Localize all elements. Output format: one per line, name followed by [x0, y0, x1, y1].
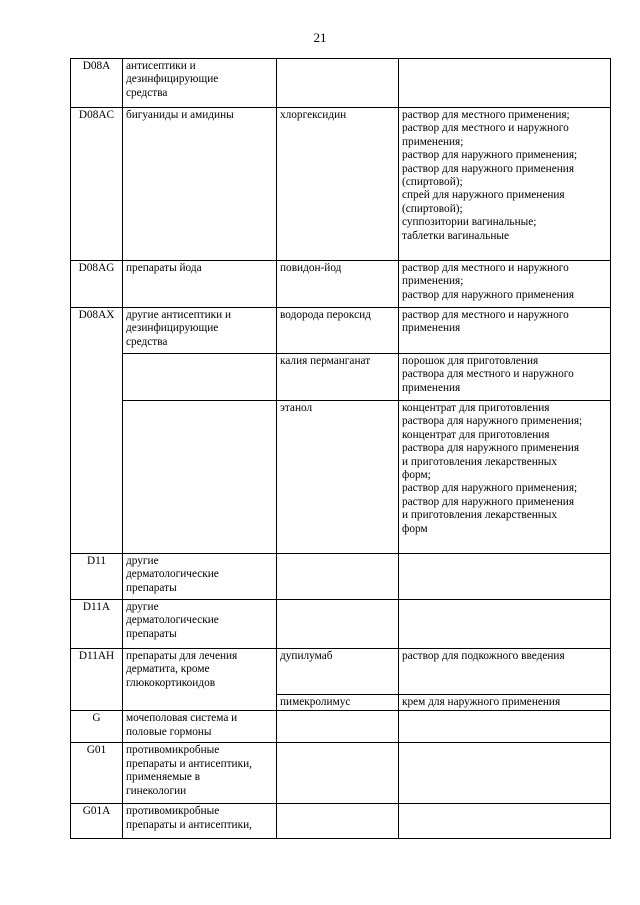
- dosage-form: [399, 711, 611, 743]
- table-row: [71, 649, 611, 695]
- table-row: [71, 261, 611, 308]
- atc-code: D11A: [71, 600, 123, 649]
- group-name-empty: [123, 401, 277, 554]
- group-name: антисептики и дезинфицирующие средства: [123, 59, 277, 108]
- group-name: другие антисептики и дезинфицирующие средства: [123, 308, 277, 354]
- group-name: препараты для лечения дерматита, кроме глюкокортикоидов: [123, 649, 277, 711]
- dosage-form: порошок для приготовления раствора для местного и наружного применения: [399, 354, 611, 401]
- dosage-form: [399, 804, 611, 839]
- dosage-form: [399, 743, 611, 804]
- page-number: 21: [313, 30, 327, 45]
- substance: дупилумаб: [277, 649, 399, 695]
- group-name: другие дерматологические препараты: [123, 554, 277, 600]
- substance: [277, 743, 399, 804]
- atc-code: D08A: [71, 59, 123, 108]
- table-row: [71, 600, 611, 649]
- atc-code: G01: [71, 743, 123, 804]
- substance: калия перманганат: [277, 354, 399, 401]
- atc-code: D08AC: [71, 108, 123, 261]
- drug-table: [70, 58, 611, 839]
- table-row: [71, 354, 611, 401]
- dosage-form: раствор для местного и наружного применения: [399, 308, 611, 354]
- group-name: мочеполовая система и половые гормоны: [123, 711, 277, 743]
- table-row: [71, 743, 611, 804]
- substance: [277, 711, 399, 743]
- group-name-empty: [123, 354, 277, 401]
- dosage-form: [399, 554, 611, 600]
- atc-code: D08AG: [71, 261, 123, 308]
- table-row: [71, 804, 611, 839]
- substance: этанол: [277, 401, 399, 554]
- dosage-form: крем для наружного применения: [399, 695, 611, 711]
- atc-code: D08AX: [71, 308, 123, 554]
- table-row: [71, 59, 611, 108]
- substance: [277, 59, 399, 108]
- dosage-form: раствор для подкожного введения: [399, 649, 611, 695]
- table-row: [71, 554, 611, 600]
- dosage-form: [399, 600, 611, 649]
- substance: [277, 554, 399, 600]
- substance: хлоргексидин: [277, 108, 399, 261]
- table-row: [71, 108, 611, 261]
- dosage-form: концентрат для приготовления раствора для наружного применения; концентрат для приготовления раствора для наружного применения и приготовления лекарственных форм; раствор для наружного применения; раствор для наружного применения и приготовления лекарственных форм: [399, 401, 611, 554]
- substance: водорода пероксид: [277, 308, 399, 354]
- atc-code: G: [71, 711, 123, 743]
- group-name: противомикробные препараты и антисептики, применяемые в гинекологии: [123, 743, 277, 804]
- substance: [277, 600, 399, 649]
- atc-code: D11: [71, 554, 123, 600]
- atc-code: D11AH: [71, 649, 123, 711]
- group-name: противомикробные препараты и антисептики,: [123, 804, 277, 839]
- substance: пимекролимус: [277, 695, 399, 711]
- dosage-form: раствор для местного и наружного применения; раствор для наружного применения: [399, 261, 611, 308]
- dosage-form: раствор для местного применения; раствор для местного и наружного применения; раствор для наружного применения; раствор для наружного применения (спиртовой); спрей для наружного применения (спиртовой); суппозитории вагинальные; таблетки вагинальные: [399, 108, 611, 261]
- substance: [277, 804, 399, 839]
- substance: повидон-йод: [277, 261, 399, 308]
- table-row: [71, 711, 611, 743]
- group-name: препараты йода: [123, 261, 277, 308]
- group-name: другие дерматологические препараты: [123, 600, 277, 649]
- table-row: [71, 308, 611, 354]
- atc-code: G01A: [71, 804, 123, 839]
- dosage-form: [399, 59, 611, 108]
- group-name: бигуаниды и амидины: [123, 108, 277, 261]
- table-row: [71, 401, 611, 554]
